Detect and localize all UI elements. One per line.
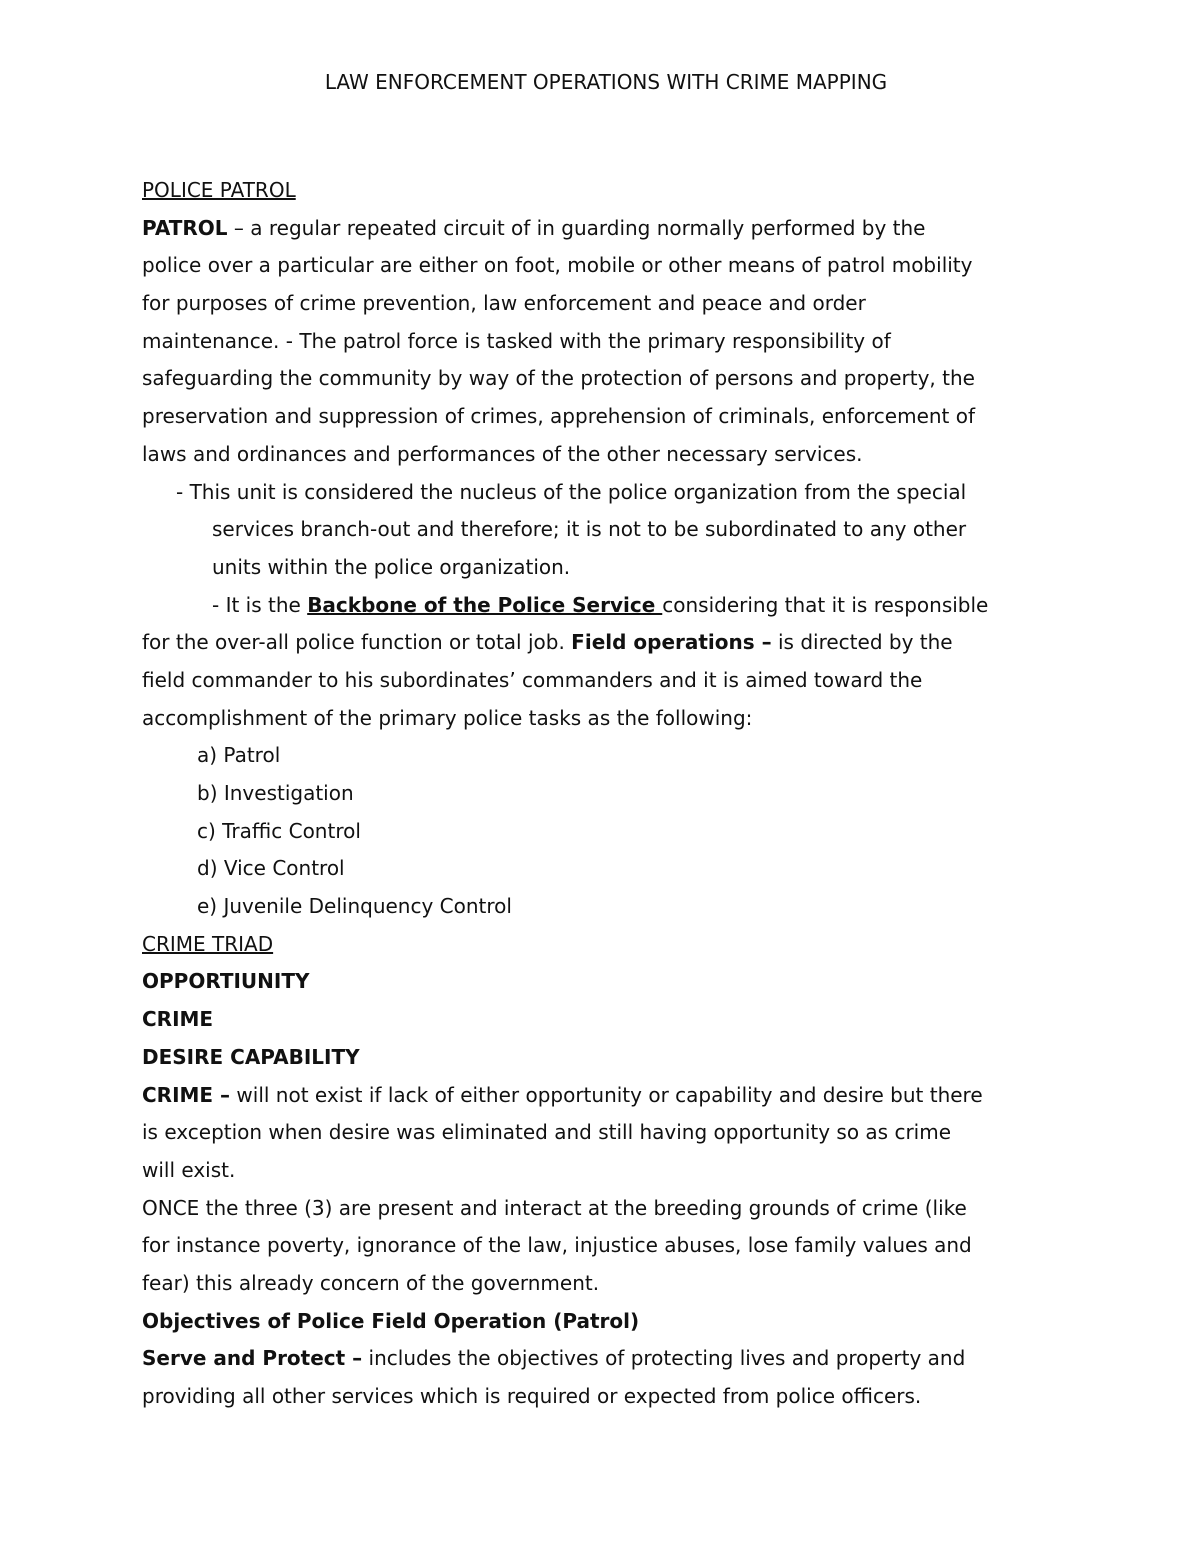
document-title: LAW ENFORCEMENT OPERATIONS WITH CRIME MAPPING: [324, 70, 888, 94]
list-item: d) Vice Control: [197, 856, 345, 881]
field-operations-line-3: accomplishment of the primary police tasks as the following:: [142, 705, 753, 730]
once-line-3: fear) this already concern of the government.: [142, 1270, 600, 1295]
list-item: c) Traffic Control: [197, 818, 361, 843]
patrol-term: PATROL: [142, 215, 228, 240]
field-ops-post: is directed by the: [771, 630, 953, 655]
list-item: b) Investigation: [197, 781, 354, 805]
nucleus-line-2: services branch-out and therefore; it is not to be subordinated to any other: [212, 517, 967, 542]
patrol-definition-line-3: for purposes of crime prevention, law enforcement and peace and order: [142, 291, 866, 316]
patrol-def-text: – a regular repeated circuit of in guarding normally performed by the: [227, 215, 926, 240]
police-patrol-heading: POLICE PATROL: [142, 178, 296, 202]
patrol-definition-line-7: laws and ordinances and performances of the other necessary services.: [142, 441, 863, 466]
crime-triad-heading: CRIME TRIAD: [142, 931, 274, 956]
patrol-definition-line-4: maintenance. - The patrol force is tasked with the primary responsibility of: [142, 328, 891, 353]
patrol-definition-line-2: police over a particular are either on foot, mobile or other means of patrol mobility: [142, 253, 973, 278]
nucleus-line-1: - This unit is considered the nucleus of the police organization from the special: [176, 479, 967, 504]
crime-definition-line-2: is exception when desire was eliminated and still having opportunity so as crime: [142, 1120, 952, 1145]
crime-def-text: will not exist if lack of either opportunity or capability and desire but there: [230, 1082, 983, 1107]
list-item: e) Juvenile Delinquency Control: [197, 894, 512, 919]
serve-protect-term: Serve and Protect –: [142, 1346, 363, 1371]
field-operations-line-1: [142, 624, 1070, 662]
backbone-line: [142, 587, 1070, 625]
patrol-definition-line-5: safeguarding the community by way of the protection of persons and property, the: [142, 366, 975, 391]
serve-protect-text: includes the objectives of protecting lives and property and: [362, 1346, 966, 1371]
nucleus-line-3: units within the police organization.: [212, 554, 571, 579]
field-operations-line-2: field commander to his subordinates’ commanders and it is aimed toward the: [142, 667, 923, 692]
backbone-term: Backbone of the Police Service: [307, 592, 663, 617]
field-ops-term: Field operations –: [571, 630, 772, 655]
patrol-definition-line-1: [142, 210, 1070, 248]
field-ops-pre: for the over-all police function or total job.: [142, 630, 572, 655]
once-line-2: for instance poverty, ignorance of the law, injustice abuses, lose family values and: [142, 1233, 972, 1258]
triad-desire-capability: DESIRE CAPABILITY: [142, 1044, 360, 1069]
triad-crime: CRIME: [142, 1007, 214, 1032]
crime-definition-line-3: will exist.: [142, 1157, 236, 1182]
list-item: a) Patrol: [197, 743, 281, 768]
patrol-definition-line-6: preservation and suppression of crimes, apprehension of criminals, enforcement of: [142, 404, 976, 429]
crime-definition-line-1: [142, 1077, 1070, 1115]
backbone-pre: - It is the: [212, 592, 308, 617]
triad-opportunity: OPPORTIUNITY: [142, 969, 310, 994]
title-spacer: [142, 101, 1070, 172]
objectives-heading: Objectives of Police Field Operation (Patrol): [142, 1308, 640, 1333]
backbone-post: considering that it is responsible: [662, 592, 989, 617]
once-line-1: ONCE the three (3) are present and interact at the breeding grounds of crime (like: [142, 1195, 967, 1220]
serve-protect-line-1: [142, 1340, 1070, 1378]
serve-protect-line-2: providing all other services which is required or expected from police officers.: [142, 1384, 922, 1408]
crime-term: CRIME –: [142, 1082, 231, 1107]
